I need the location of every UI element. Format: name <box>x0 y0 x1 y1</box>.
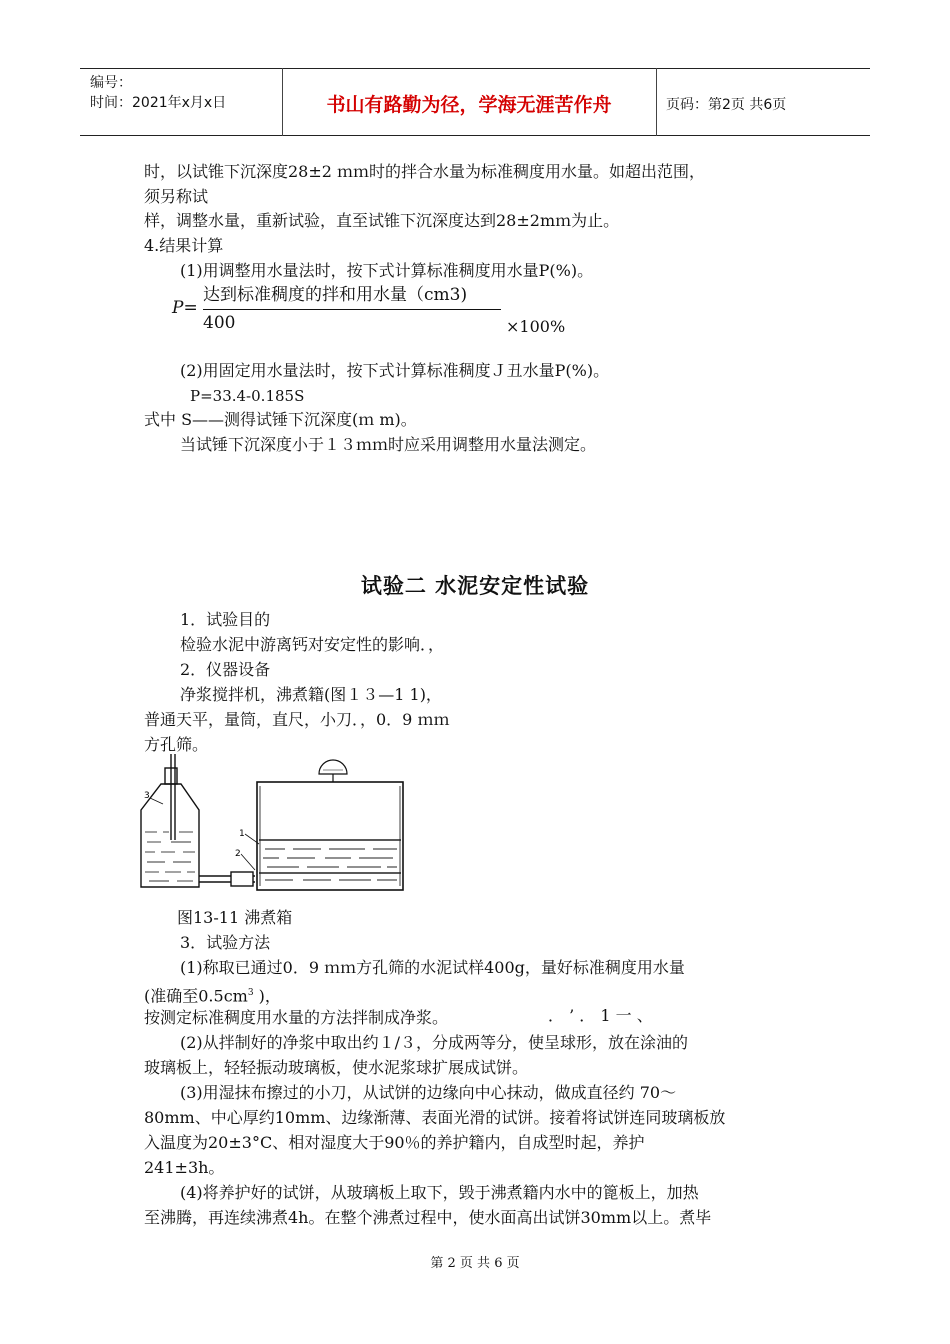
boiling-box <box>257 782 403 890</box>
paragraph-line: 净浆搅拌机，沸煮籍(图１３—1 1)， <box>180 685 442 704</box>
formula-multiplier: ×100% <box>506 317 566 336</box>
section-title: 试验二 水泥安定性试验 <box>360 574 590 598</box>
section-heading: 4.结果计算 <box>144 236 224 255</box>
header-time-label: 时间：2021年x月x日 <box>90 95 227 111</box>
formula-numerator: 达到标准稠度的拌和用水量（cm3) <box>203 285 468 305</box>
paragraph-line: 须另称试 <box>144 187 209 206</box>
reservoir-water-hatching <box>145 832 195 881</box>
paragraph-line: (2)用固定用水量法时，按下式计算标准稠度Ｊ丑水量P(%)。 <box>180 361 610 380</box>
figure-caption: 图13-11 沸煮箱 <box>177 908 293 927</box>
section-heading: 1．试验目的 <box>180 610 271 629</box>
figure-label-2: 2 <box>235 849 241 859</box>
connecting-pipe <box>199 872 255 886</box>
paragraph-line: 当试锤下沉深度小于１３ｍｍ时应采用调整用水量法测定。 <box>180 435 597 454</box>
paragraph-line: 80mm、中心厚约10mm、边缘渐薄、表面光滑的试饼。接着将试饼连同玻璃板放 <box>144 1108 726 1127</box>
header-number-label: 编号： <box>90 75 132 91</box>
paragraph-line: 样，调整水量，重新试验，直至试锥下沉深度达到28±2mｍ为止。 <box>144 211 620 230</box>
leader-line <box>241 854 255 870</box>
formula-denominator: 400 <box>203 313 236 333</box>
paragraph-line: 241±3h。 <box>144 1158 225 1177</box>
box-water-hatching <box>259 840 401 880</box>
paragraph-line: 入温度为20±3°C、相对湿度大于90％的养护籍内，自成型时起，养护 <box>144 1133 645 1152</box>
paragraph-line: 式中 S——测得试锤下沉深度(ｍ m)。 <box>144 410 417 429</box>
header-bottom-rule <box>80 135 870 136</box>
header-divider <box>656 68 657 136</box>
formula-2: P=33.4-0.185S <box>190 387 305 405</box>
page-footer: 第 2 页 共 6 页 <box>430 1256 520 1271</box>
section-heading: 2．仪器设备 <box>180 660 271 679</box>
header-motto: 书山有路勤为径，学海无涯苦作舟 <box>326 94 612 116</box>
text-run: (准确至0.5cm <box>144 986 248 1006</box>
paragraph-line: (4)将养护好的试饼，从玻璃板上取下，毁于沸煮籍内水中的篦板上，加热 <box>180 1183 699 1202</box>
figure-label-3: 3 <box>144 791 150 801</box>
paragraph-line <box>144 983 281 1006</box>
paragraph-line: 玻璃板上，轻轻振动玻璃板，使水泥浆球扩展成试饼。 <box>144 1058 529 1077</box>
header-top-rule <box>80 68 870 69</box>
paragraph-line: (1)用调整用水量法时，按下式计算标准稠度用水量P(%)。 <box>180 261 594 280</box>
paragraph-line: 时，以试锥下沉深度28±2 ｍｍ时的拌合水量为标准稠度用水量。如超出范围， <box>144 162 706 181</box>
paragraph-line: 检验水泥中游离钙对安定性的影响．， <box>180 635 445 654</box>
paragraph-line: 普通天平，量筒，直尺，小刀．，0．9 ｍｍ <box>144 710 450 729</box>
leader-line <box>150 798 163 804</box>
paragraph-line: 方孔筛。 <box>144 735 209 754</box>
text-run: )， <box>253 986 281 1006</box>
section-heading: 3．试验方法 <box>180 933 271 952</box>
paragraph-line: (3)用湿抹布擦过的小刀，从试饼的边缘向中心抹动，做成直径约 70～ <box>180 1083 677 1102</box>
paragraph-line: (2)从拌制好的净浆中取出约１/３，分成两等分，使呈球形，放在涂油的 <box>180 1033 689 1052</box>
paragraph-line: (1)称取已通过0．9 ｍｍ方孔筛的水泥试样400g，量好标准稠度用水量 <box>180 958 685 977</box>
page-header <box>80 68 870 136</box>
superscript: 3 <box>247 988 254 998</box>
thermometer-dial <box>319 760 347 782</box>
header-page-label: 页码：第2页 共6页 <box>666 97 787 113</box>
water-reservoir <box>141 754 199 887</box>
figure-label-1: 1 <box>239 829 245 839</box>
paragraph-line: 按测定标准稠度用水量的方法拌制成净浆。 <box>144 1008 449 1027</box>
fraction-bar <box>203 309 501 310</box>
stray-marks: ． ’ ． 1 一 、 <box>548 1006 653 1025</box>
boiling-box-figure <box>135 752 425 894</box>
formula-lhs: P= <box>172 298 198 318</box>
paragraph-line: 至沸腾，再连续沸煮4h。在整个沸煮过程中，使水面高出试饼30mm以上。煮毕 <box>144 1208 712 1227</box>
